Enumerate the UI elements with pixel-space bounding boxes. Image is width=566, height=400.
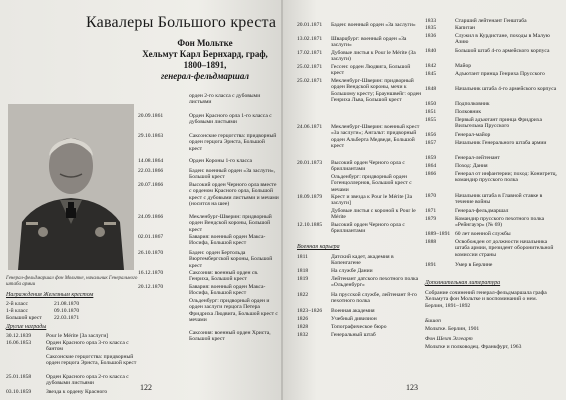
name-line-1: Фон Мольтке	[177, 38, 233, 48]
award-row: 25.02.1871 Гессен: орден Людвига, Большой крест	[297, 64, 411, 77]
career-row: 1851 Полковник	[425, 109, 482, 115]
career-row: 1889–1891 60 лет военной службы	[425, 231, 511, 237]
career-row: 1833 Старший лейтенант Генштаба	[425, 18, 527, 24]
award-row: 20.07.1866 Высокий орден Черного орла вместе с орденом Красного орла, Большой крест с дубовыми листьями и мечами (носится на шее)	[138, 182, 279, 208]
career-row: 1826 Учебный дивизион	[297, 316, 377, 322]
career-heading: Военная карьера	[297, 244, 340, 250]
literature-entry: Мольтке и полководец. Франкфурт, 1963	[425, 344, 522, 350]
literature-entry: Мольтке. Берлин, 1901	[425, 326, 480, 332]
career-row: 1819 Лейтенант датского пехотного полка «Ольденбург»	[297, 276, 419, 289]
other-award-row: 16.06.1853 Орден Красного орла 3-го класса с бантом	[6, 340, 129, 353]
career-row: 1835 Капитан	[425, 25, 476, 31]
career-row: 1836 Служил в Курдистане, походы в Малую Азию	[425, 33, 550, 46]
award-row: 20.01.1871 Баден: военный орден «За заслуги»	[297, 22, 416, 28]
literature-entry: Бишоп	[425, 318, 441, 324]
rank-line: генерал-фельдмаршал	[160, 71, 250, 81]
person-heading	[140, 38, 270, 82]
award-row: 24.06.1871 Мекленбург-Шверин: военный крест «За заслуги»; Ангальт: придворный орден Альберта Медведя, Большой крест	[297, 124, 420, 150]
name-line-3: 1800–1891,	[183, 60, 227, 70]
other-award-row: 25.01.1858 Орден Красного орла 2-го класса с дубовыми листьями	[6, 374, 129, 387]
iron-cross-row: 1-й класс 09.10.1870	[6, 308, 80, 314]
career-row: 1888 Освобожден от должности начальника штаба армии, президент оборонительной комиссии страны	[425, 239, 554, 258]
career-row: 1842 Майор	[425, 63, 472, 69]
career-row: 1850 Подполковник	[425, 101, 490, 107]
career-row: 1866 Генерал от инфантерии; поход: Конигретц, командир прусского полка	[425, 171, 557, 184]
other-award-row: 30.12.1839 Pour le Mérite [За заслуги]	[6, 333, 109, 339]
page-number-right: 123	[406, 383, 418, 392]
career-row: 1859 Генерал-лейтенант	[425, 155, 500, 161]
other-awards-heading: Другие награды	[6, 324, 47, 330]
award-row: 02.01.1867 Бавария: военный орден Макса-Иосифа, Большой крест	[138, 234, 266, 247]
portrait-photo	[8, 104, 134, 270]
award-row: 13.02.1871 Шварцбург: военный орден «За заслуги»	[297, 36, 407, 49]
career-row: 1871 Генерал-фельдмаршал	[425, 208, 509, 214]
career-row: 1855 Первый адъютант принца Фридриха Вильгельма Прусского	[425, 117, 542, 130]
award-row: 16.12.1870 Саксония: военный орден св. Генриха, Большой крест	[138, 270, 259, 283]
name-line-2: Хельмут Карл Бернхард, граф,	[142, 49, 268, 59]
career-row: 1864 Поход: Дания	[425, 163, 488, 169]
left-page: Кавалеры Большого креста Фон Мольтке Хельмут Карл Бернхард, граф, 1800–1891, генерал-фельдмаршал Генерал-фельдмаршал фон Мольтке, начальник Генерального штаба армии орден 2-го класса с дубовыми листьями 20.09.1861 Орден Красного орла 1-го класса с дубовыми листьями 29.10.1863 Саксонские герцогства: придворный орден герцога Эрнста, Большой крест 14.08.1864 Орден Короны 1-го класса 22.03.1866 Баден: военный орден «За заслуги», Большой крест 20.07.1866 Высокий орден Черного орла вместе с орденом Красного орла, Большой крест с дубовыми листьями и мечами (носится на шее) 24.09.1866 Мекленбург-Шверин: придворный орден Вендской короны, Большой крест 02.01.1867 Бавария: военный орден Макса-Иосифа, Большой крест 26.10.1870 Баден: орден Бертольда Вюртембергской короны, Большой крест 16.12.1870 Саксония: военный орден св. Генриха, Большой крест 20.12.1870 Бавария: военный орден Макса-Иосифа, Большой крест Ольденбург: придворный орден и орден заслуги герцога Петера Фридриха Людвига, Большой крест с мечами Саксония: военный орден Христа, Большой крест Награждения Железным крестом 2-й класс 21.08.1870 1-й класс 09.10.1870 Большой крест 22.03.1871 Другие награды 30.12.1839 Pour le Mérite [За заслуги] 16.06.1853 Орден Красного орла 3-го класса с бантом Саксонские герцогства: придворный орден герцога Эрнста, Большой крест 25.01.1858 Орден Красного орла 2-го класса с дубовыми листьями 03.10.1859 Звезда к ордену Красного 122	[0, 0, 283, 400]
award-row: 14.08.1864 Орден Короны 1-го класса	[138, 158, 252, 164]
literature-entry: Собрание сочинений генерал-фельдмаршала графа Хельмута фон Мольтке и воспоминаний о нем. Берлин, 1891–1892	[425, 290, 547, 309]
award-row: 20.01.1873 Высокий орден Черного орла с бриллиантами	[297, 160, 405, 173]
award-row: 25.02.1871 Мекленбург-Шверин: придворный орден Вендской короны, мечи к Большому кресту; Брауншвейг: орден Генриха Льва, Большой крест	[297, 78, 422, 104]
award-row: 24.09.1866 Мекленбург-Шверин: придворный орден Вендской короны, Большой крест	[138, 214, 272, 233]
career-row: 1840 Большой штаб 4-го армейского корпуса	[425, 48, 550, 54]
award-row: 26.10.1870 Баден: орден Бертольда Вюртембергской короны, Большой крест	[138, 250, 273, 269]
career-row: 1848 Начальник штаба 4-го армейского корпуса	[425, 86, 557, 92]
iron-cross-heading: Награждения Железным крестом	[6, 292, 94, 298]
literature-heading: Дополнительная литература	[425, 280, 501, 286]
award-row: 20.09.1861 Орден Красного орла 1-го класса с дубовыми листьями	[138, 113, 272, 126]
award-row: 29.10.1863 Саксонские герцогства: придворный орден герцога Эрнста, Большой крест	[138, 133, 277, 152]
career-row: 1822 На прусской службе, лейтенант 8-го пехотного полка	[297, 292, 417, 305]
portrait-caption: Генерал-фельдмаршал фон Мольтке, начальник Генерального штаба армии	[6, 276, 138, 287]
right-page: 20.01.1871 Баден: военный орден «За заслуги» 13.02.1871 Шварцбург: военный орден «За заслуги» 17.02.1871 Дубовые листья к Pour le Mérite (За заслуги) 25.02.1871 Гессен: орден Людвига, Большой крест 25.02.1871 Мекленбург-Шверин: придворный орден Вендской короны, мечи к Большому кресту; Брауншвейг: орден Генриха Льва, Большой крест 24.06.1871 Мекленбург-Шверин: военный крест «За заслуги»; Ангальт: придворный орден Альберта Медведя, Большой крест 20.01.1873 Высокий орден Черного орла с бриллиантами Ольденбург: придворный орден Гогенцоллернов, Большой крест с мечами 18.09.1879 Крест и звезда к Pour le Mérite [За заслуги] Дубовые листья с короной к Pour le Mérite 12.10.1885 Высокий орден Черного орла с бриллиантами Военная карьера 1811 Датский кадет, академия в Копенгагене 1818 На службе Дании 1819 Лейтенант датского пехотного полка «Ольденбург» 1822 На прусской службе, лейтенант 8-го пехотного полка 1823–1826 Военная академия 1826 Учебный дивизион 1828 Топографическое бюро 1832 Генеральный штаб 1833 Старший лейтенант Генштаба 1835 Капитан 1836 Служил в Курдистане, походы в Малую Азию 1840 Большой штаб 4-го армейского корпуса 1842 Майор 1845 Адъютант принца Генриха Прусского 1848 Начальник штаба 4-го армейского корпуса 1850 Подполковник 1851 Полковник 1855 Первый адъютант принца Фридриха Вильгельма Прусского 1856 Генерал-майор 1857 Начальник Генерального штаба армии 1859 Генерал-лейтенант 1864 Поход: Дания 1866 Генерал от инфантерии; поход: Конигретц, командир прусского полка 1870 Начальник штаба в Главной ставке в течение войны 1871 Генерал-фельдмаршал 1879 Командир прусского пехотного полка «Рейнгауэр» (№ 69) 1889–1891 60 лет военной службы 1888 Освобожден от должности начальника штаба армии, президент оборонительной комиссии страны 1891 Умер в Берлине Дополнительная литература Собрание сочинений генерал-фельдмаршала графа Хельмута фон Мольтке и воспоминаний о нем. Берлин, 1891–1892 Бишоп Мольтке. Берлин, 1901 Фон Шехт Эггеарт Мольтке и полководец. Франкфурт, 1963 123	[283, 0, 566, 400]
page-title: Кавалеры Большого креста	[86, 14, 277, 31]
career-row: 1828 Топографическое бюро	[297, 324, 387, 330]
award-row: 17.02.1871 Дубовые листья к Pour le Mérite (За заслуги)	[297, 50, 416, 63]
career-row: 1870 Начальник штаба в Главной ставке в течение войны	[425, 193, 543, 206]
award-row: 22.03.1866 Баден: военный орден «За заслуги», Большой крест	[138, 168, 276, 181]
iron-cross-row: Большой крест 22.03.1871	[6, 315, 80, 321]
iron-cross-row: 2-й класс 21.08.1870	[6, 301, 80, 307]
career-row: 1823–1826 Военная академия	[297, 308, 375, 314]
page-number-left: 122	[140, 383, 152, 392]
career-row: 1857 Начальник Генерального штаба армии	[425, 140, 547, 146]
award-row: 18.09.1879 Крест и звезда к Pour le Mérite [За заслуги]	[297, 194, 413, 207]
career-row: 1811 Датский кадет, академия в Копенгагене	[297, 254, 394, 267]
award-row: 20.12.1870 Бавария: военный орден Макса-Иосифа, Большой крест	[138, 284, 266, 297]
career-row: 1856 Генерал-майор	[425, 132, 491, 138]
literature-entry: Фон Шехт Эггеарт	[425, 336, 473, 342]
career-row: 1818 На службе Дании	[297, 268, 373, 274]
career-row: 1832 Генеральный штаб	[297, 332, 376, 338]
career-row: 1879 Командир прусского пехотного полка «Рейнгауэр» (№ 69)	[425, 216, 545, 229]
career-row: 1891 Умер в Берлине	[425, 262, 493, 268]
other-award-row: 03.10.1859 Звезда к ордену Красного	[6, 389, 108, 395]
award-row: 12.10.1885 Высокий орден Черного орла с бриллиантами	[297, 222, 405, 235]
career-row: 1845 Адъютант принца Генриха Прусского	[425, 71, 545, 77]
